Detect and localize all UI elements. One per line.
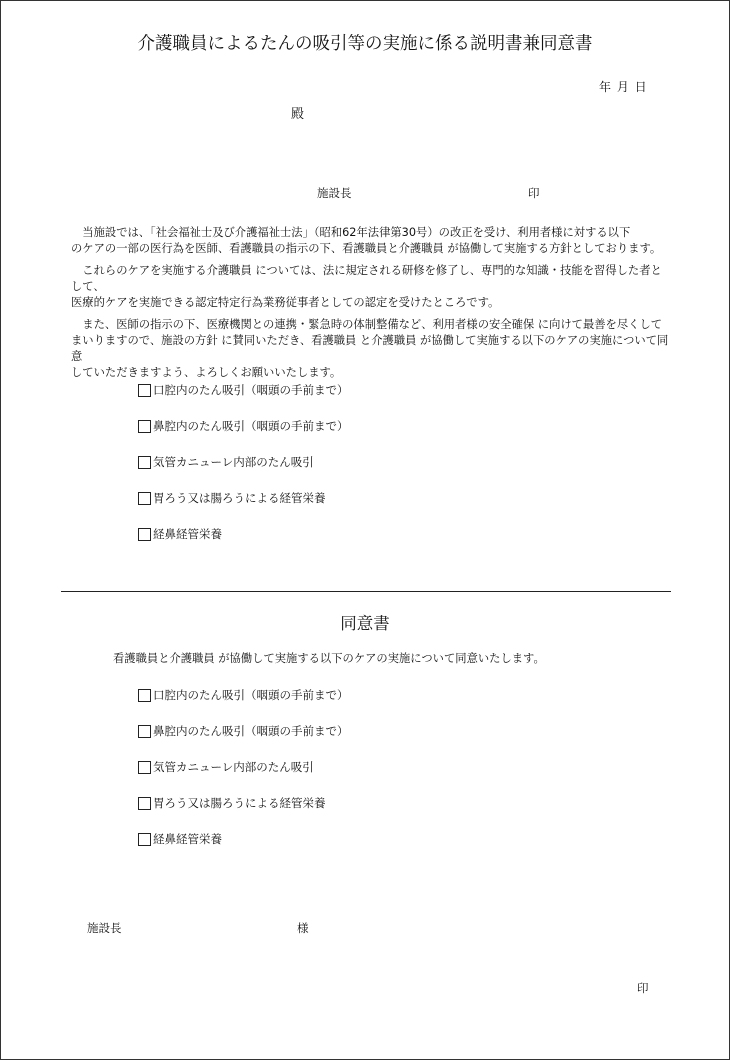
consent-statement: 看護職員と介護職員 が協働して実施する以下のケアの実施について同意いたします。 (113, 652, 545, 665)
check-item (138, 526, 349, 542)
document-title: 介護職員によるたんの吸引等の実施に係る説明書兼同意書 (137, 34, 593, 54)
check-item (138, 759, 349, 775)
check-item-label: 口腔内のたん吸引（咽頭の手前まで） (153, 383, 349, 397)
check-item-label: 経鼻経管栄養 (153, 527, 222, 541)
checkbox[interactable] (138, 492, 151, 505)
checkbox[interactable] (138, 833, 151, 846)
checkbox[interactable] (138, 761, 151, 774)
addressee-suffix: 殿 (291, 107, 305, 122)
check-item (138, 723, 349, 739)
checkbox[interactable] (138, 689, 151, 702)
director-label: 施設長 (317, 186, 352, 200)
check-item-label: 胃ろう又は腸ろうによる経管栄養 (153, 796, 326, 810)
check-item (138, 490, 349, 506)
seal-label: 印 (528, 186, 540, 200)
check-item (138, 795, 349, 811)
paragraph: これらのケアを実施する介護職員 については、法に規定される研修を修了し、専門的な知識・技能を習得した者として、 医療的ケアを実施できる認定特定行為業務従事者としての認定を受けたところです。 (71, 264, 662, 309)
care-checklist (138, 382, 349, 562)
consent-seal-label: 印 (637, 981, 649, 995)
honorific-label: 様 (297, 921, 309, 935)
consent-title: 同意書 (340, 614, 390, 633)
paragraph: また、医師の指示の下、医療機関との連携・緊急時の体制整備など、利用者様の安全確保 に向けて最善を尽くして まいりますので、施設の方針 に賛同いただき、看護職員 と介護職員 が協働して実施する以下のケアの実施について同意 していただきますよう、よろしくお願いいたします。 (71, 318, 669, 379)
check-item (138, 418, 349, 434)
section-divider (61, 591, 671, 592)
date-line: 年 月 日 (599, 80, 648, 94)
checkbox[interactable] (138, 420, 151, 433)
check-item (138, 382, 349, 398)
check-item-label: 気管カニューレ内部のたん吸引 (153, 760, 314, 774)
consent-checklist (138, 687, 349, 867)
check-item-label: 気管カニューレ内部のたん吸引 (153, 455, 314, 469)
check-item-label: 胃ろう又は腸ろうによる経管栄養 (153, 491, 326, 505)
check-item-label: 鼻腔内のたん吸引（咽頭の手前まで） (153, 724, 349, 738)
check-item-label: 鼻腔内のたん吸引（咽頭の手前まで） (153, 419, 349, 433)
checkbox[interactable] (138, 456, 151, 469)
checkbox[interactable] (138, 384, 151, 397)
consent-director-label: 施設長 (87, 921, 122, 935)
explanation-text (71, 225, 671, 387)
checkbox[interactable] (138, 725, 151, 738)
check-item (138, 687, 349, 703)
paragraph: 当施設では、「社会福祉士及び介護福祉士法」（昭和62年法律第30号）の改正を受け、利用者様に対する以下 のケアの一部の医行為を医師、看護職員の指示の下、看護職員と介護職員 が協働して実施する方針としております。 (71, 226, 662, 255)
checkbox[interactable] (138, 528, 151, 541)
check-item (138, 454, 349, 470)
checkbox[interactable] (138, 797, 151, 810)
check-item-label: 口腔内のたん吸引（咽頭の手前まで） (153, 688, 349, 702)
check-item-label: 経鼻経管栄養 (153, 832, 222, 846)
check-item (138, 831, 349, 847)
